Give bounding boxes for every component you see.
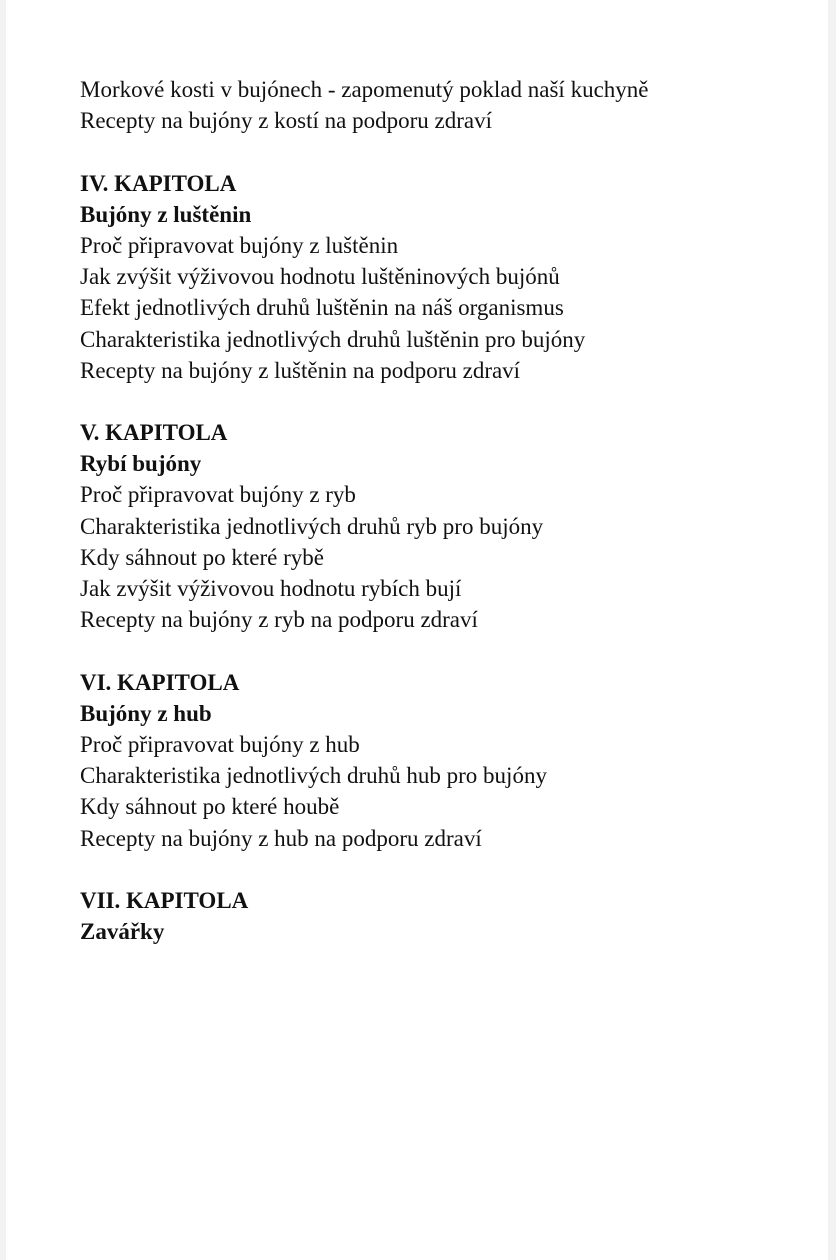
toc-line: Proč připravovat bujóny z luštěnin — [80, 232, 399, 258]
chapter-heading: IV. KAPITOLA — [80, 170, 237, 196]
chapter-title: Bujóny z hub — [80, 700, 212, 726]
toc-line: Kdy sáhnout po které rybě — [80, 544, 324, 570]
section-gap — [80, 386, 800, 417]
chapter-heading: VII. KAPITOLA — [80, 887, 249, 913]
toc-line: Recepty na bujóny z ryb na podporu zdraví — [80, 607, 478, 633]
chapter-title: Zavářky — [80, 919, 165, 945]
chapter-heading: VI. KAPITOLA — [80, 669, 240, 695]
chapter-section — [80, 417, 800, 635]
chapter-title: Rybí bujóny — [80, 451, 202, 477]
section-gap — [80, 854, 800, 885]
toc-line: Proč připravovat bujóny z ryb — [80, 482, 356, 508]
toc-line: Jak zvýšit výživovou hodnotu rybích bují — [80, 576, 462, 601]
toc-line: Charakteristika jednotlivých druhů hub pro bujóny — [80, 763, 547, 789]
toc-line: Charakteristika jednotlivých druhů luštěnin pro bujóny — [80, 326, 586, 352]
table-of-contents — [80, 74, 800, 947]
toc-line: Recepty na bujóny z hub na podporu zdraví — [80, 825, 482, 851]
chapter-title: Bujóny z luštěnin — [80, 201, 252, 227]
chapter-section — [80, 885, 800, 947]
section-gap — [80, 635, 800, 666]
toc-line: Efekt jednotlivých druhů luštěnin na náš organismus — [80, 295, 564, 321]
chapter-heading: V. KAPITOLA — [80, 420, 228, 446]
toc-line: Proč připravovat bujóny z hub — [80, 731, 360, 757]
toc-line: Jak zvýšit výživovou hodnotu luštěninových bujónů — [80, 264, 560, 290]
section-gap — [80, 136, 800, 167]
toc-line: Charakteristika jednotlivých druhů ryb pro bujóny — [80, 513, 544, 539]
toc-line: Kdy sáhnout po které houbě — [80, 794, 340, 820]
toc-line: Recepty na bujóny z luštěnin na podporu zdraví — [80, 357, 521, 383]
document-page — [6, 0, 828, 1260]
chapter-section — [80, 168, 800, 386]
toc-line: Recepty na bujóny z kostí na podporu zdraví — [80, 108, 492, 134]
toc-line: Morkové kosti v bujónech - zapomenutý poklad naší kuchyně — [80, 77, 649, 102]
chapter-section — [80, 667, 800, 854]
